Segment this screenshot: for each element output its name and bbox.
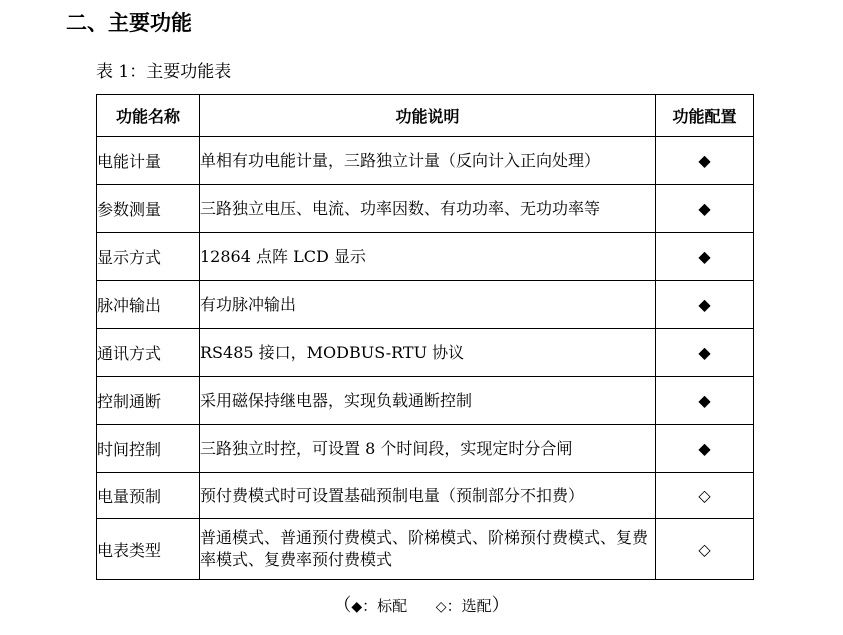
- function-name-cell: 时间控制: [97, 425, 200, 473]
- legend-optional-label: ：选配: [446, 597, 492, 615]
- table-header-row: [97, 95, 754, 137]
- standard-config-icon: ◆: [656, 281, 754, 329]
- function-description-cell: 三路独立时控，可设置 8 个时间段，实现定时分合闸: [200, 425, 656, 473]
- standard-config-icon: ◆: [656, 377, 754, 425]
- function-description-cell: 三路独立电压、电流、功率因数、有功功率、无功功率等: [200, 185, 656, 233]
- optional-config-icon: ◇: [656, 473, 754, 519]
- header-function-description: 功能说明: [200, 95, 656, 137]
- standard-config-icon: ◆: [656, 425, 754, 473]
- optional-symbol-icon: ◇: [435, 599, 447, 615]
- function-name-cell: 显示方式: [97, 233, 200, 281]
- function-description-cell: 预付费模式时可设置基础预制电量（预制部分不扣费）: [200, 473, 656, 519]
- table-caption: 表 1：主要功能表: [96, 62, 232, 82]
- function-name-cell: 电量预制: [97, 473, 200, 519]
- table-row: [97, 377, 754, 425]
- main-functions-table: [96, 94, 754, 580]
- table-row: [97, 473, 754, 519]
- function-description-cell: 有功脉冲输出: [200, 281, 656, 329]
- function-description-cell: 单相有功电能计量，三路独立计量（反向计入正向处理）: [200, 137, 656, 185]
- header-function-config: 功能配置: [656, 95, 754, 137]
- function-description-cell: 普通模式、普通预付费模式、阶梯模式、阶梯预付费模式、复费率模式、复费率预付费模式: [200, 519, 656, 580]
- standard-config-icon: ◆: [656, 137, 754, 185]
- section-heading: 二、主要功能: [66, 11, 192, 35]
- function-name-cell: 电能计量: [97, 137, 200, 185]
- table-row: [97, 281, 754, 329]
- standard-config-icon: ◆: [656, 233, 754, 281]
- config-legend: [0, 594, 843, 619]
- standard-config-icon: ◆: [656, 185, 754, 233]
- function-name-cell: 参数测量: [97, 185, 200, 233]
- standard-config-icon: ◆: [656, 329, 754, 377]
- optional-config-icon: ◇: [656, 519, 754, 580]
- legend-close-paren: ）: [491, 595, 510, 616]
- standard-symbol-icon: ◆: [351, 599, 363, 615]
- table-row: [97, 137, 754, 185]
- function-description-cell: 12864 点阵 LCD 显示: [200, 233, 656, 281]
- table-row: [97, 519, 754, 580]
- header-function-name: 功能名称: [97, 95, 200, 137]
- legend-open-paren: （: [333, 595, 352, 616]
- legend-standard-label: ：标配: [362, 597, 408, 615]
- function-name-cell: 电表类型: [97, 519, 200, 580]
- table-row: [97, 185, 754, 233]
- function-description-cell: RS485 接口，MODBUS-RTU 协议: [200, 329, 656, 377]
- function-description-cell: 采用磁保持继电器，实现负载通断控制: [200, 377, 656, 425]
- table-row: [97, 425, 754, 473]
- function-name-cell: 通讯方式: [97, 329, 200, 377]
- table-row: [97, 329, 754, 377]
- function-name-cell: 脉冲输出: [97, 281, 200, 329]
- function-name-cell: 控制通断: [97, 377, 200, 425]
- table-row: [97, 233, 754, 281]
